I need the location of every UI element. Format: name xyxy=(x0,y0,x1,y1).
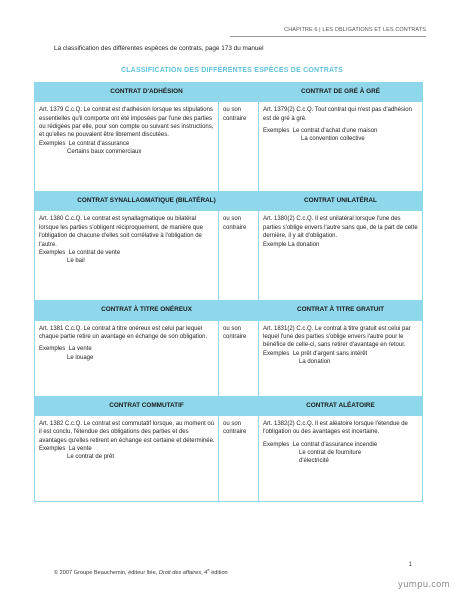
example-item: Le contrat de fourniture xyxy=(299,450,362,457)
examples-line: Exemples Le contrat d'assurance xyxy=(39,140,130,147)
section-header-row xyxy=(35,83,423,102)
intro-line: La classification des différentes espèces de contrats, page 173 du manuel xyxy=(54,45,264,52)
section-header-row xyxy=(35,192,423,211)
middle-connector: ou son contraire xyxy=(219,320,259,396)
section-right-title: CONTRAT ALÉATOIRE xyxy=(259,396,423,415)
left-definition-text: Art. 1379 C.c.Q. Le contrat est d'adhésion lorsque les stipulations essentielles qu'il comporte ont été imposées par l'une des parties ou rédigées par elle, pour son compte ou suivant ses instructions, et qu'elles ne pouvaient être librement discutées. xyxy=(39,107,214,139)
examples-line: Exemples Le contrat d'achat d'une maison xyxy=(263,128,378,135)
section-right-title: CONTRAT DE GRÉ À GRÉ xyxy=(259,83,423,102)
right-definition-cell xyxy=(259,320,423,396)
section-left-title: CONTRAT COMMUTATIF xyxy=(35,396,259,415)
right-definition-text: Art. 1379(2) C.c.Q. Tout contrat qui n'est pas d'adhésion est de gré à gré. xyxy=(263,107,412,122)
examples-line: Exemples La vente xyxy=(39,346,92,353)
section-body-row xyxy=(35,102,423,192)
middle-connector: ou son contraire xyxy=(219,415,259,501)
section-header-row xyxy=(35,396,423,415)
example-item: Certains baux commerciaux xyxy=(67,149,142,156)
page-number: 1 xyxy=(408,562,412,568)
section-left-title: CONTRAT SYNALLAGMATIQUE (BILATÉRAL) xyxy=(35,192,259,211)
section-body-row xyxy=(35,211,423,301)
example-item: La donation xyxy=(299,359,331,366)
example-item: Le louage xyxy=(67,354,94,361)
example-item: Le contrat de prêt xyxy=(67,454,115,461)
footer-copyright: © 2007 Groupe Beauchemin, éditeur ltée, Droit des affaires, 4e édition xyxy=(54,567,228,576)
section-body-row xyxy=(35,415,423,501)
section-header-row xyxy=(35,301,423,320)
classification-table xyxy=(34,82,423,502)
examples-line: Exemples Le prêt d'argent sans intérêt xyxy=(263,350,368,357)
section-right-title: CONTRAT À TITRE GRATUIT xyxy=(259,301,423,320)
example-item: Le bail xyxy=(67,258,85,265)
right-definition-cell xyxy=(259,415,423,501)
book-title: Droit des affaires xyxy=(158,569,202,576)
examples-line: Exemple La donation xyxy=(263,241,320,248)
right-definition-cell xyxy=(259,211,423,301)
examples-line: Exemples Le contrat d'assurance incendie xyxy=(263,441,378,448)
left-definition-cell xyxy=(35,415,219,501)
section-left-title: CONTRAT D'ADHÉSION xyxy=(35,83,259,102)
right-definition-text: Art. 1380(2) C.c.Q. Il est unilatéral lorsque l'une des parties s'oblige envers l'autre sans que, de la part de cette dernière, il y ait d'obligation. xyxy=(263,216,418,240)
watermark: yumpu.com xyxy=(397,580,450,590)
right-definition-text: Art. 1831(2) C.c.Q. Le contrat à titre gratuit est celui par lequel l'une des parties s'oblige envers l'autre pour le bénéfice de celle-ci, sans retirer d'avantage en retour. xyxy=(263,325,411,349)
left-definition-text: Art. 1380 C.c.Q. Le contrat est synallagmatique ou bilatéral lorsque les parties s'obligent réciproquement, de manière que l'obligation de chacune d'elles soit corrélative à l'obligation de l'autre. xyxy=(39,216,203,248)
chapter-header: CHAPITRE 6 | LES OBLIGATIONS ET LES CONTRATS xyxy=(284,27,426,33)
example-item: d'électricité xyxy=(299,458,329,465)
right-definition-cell xyxy=(259,102,423,192)
left-definition-text: Art. 1382 C.c.Q. Le contrat est commutatif lorsque, au moment où il est conclu, l'étendue des obligations des parties et des avantages qu'elles retirent en échange est certaine et déterminée. xyxy=(39,420,215,444)
middle-connector: ou son contraire xyxy=(219,211,259,301)
left-definition-cell xyxy=(35,211,219,301)
example-item: La convention collective xyxy=(301,136,365,143)
section-right-title: CONTRAT UNILATÉRAL xyxy=(259,192,423,211)
left-definition-cell xyxy=(35,320,219,396)
section-body-row xyxy=(35,320,423,396)
left-definition-cell xyxy=(35,102,219,192)
left-definition-text: Art. 1381 C.c.Q. Le contrat à titre onéreux est celui par lequel chaque partie retire un avantage en échange de son obligation. xyxy=(39,325,208,341)
middle-connector: ou son contraire xyxy=(219,102,259,192)
section-left-title: CONTRAT À TITRE ONÉREUX xyxy=(35,301,259,320)
right-definition-text: Art. 1382(2) C.c.Q. Il est aléatoire lorsque l'étendue de l'obligation ou des avantages est incertaine. xyxy=(263,420,408,436)
examples-line: Exemples La vente xyxy=(39,446,92,453)
header-rule xyxy=(230,36,426,37)
examples-line: Exemples Le contrat de vente xyxy=(39,250,121,257)
page-title: CLASSIFICATION DES DIFFÉRENTES ESPÈCES DE CONTRATS xyxy=(120,67,344,74)
